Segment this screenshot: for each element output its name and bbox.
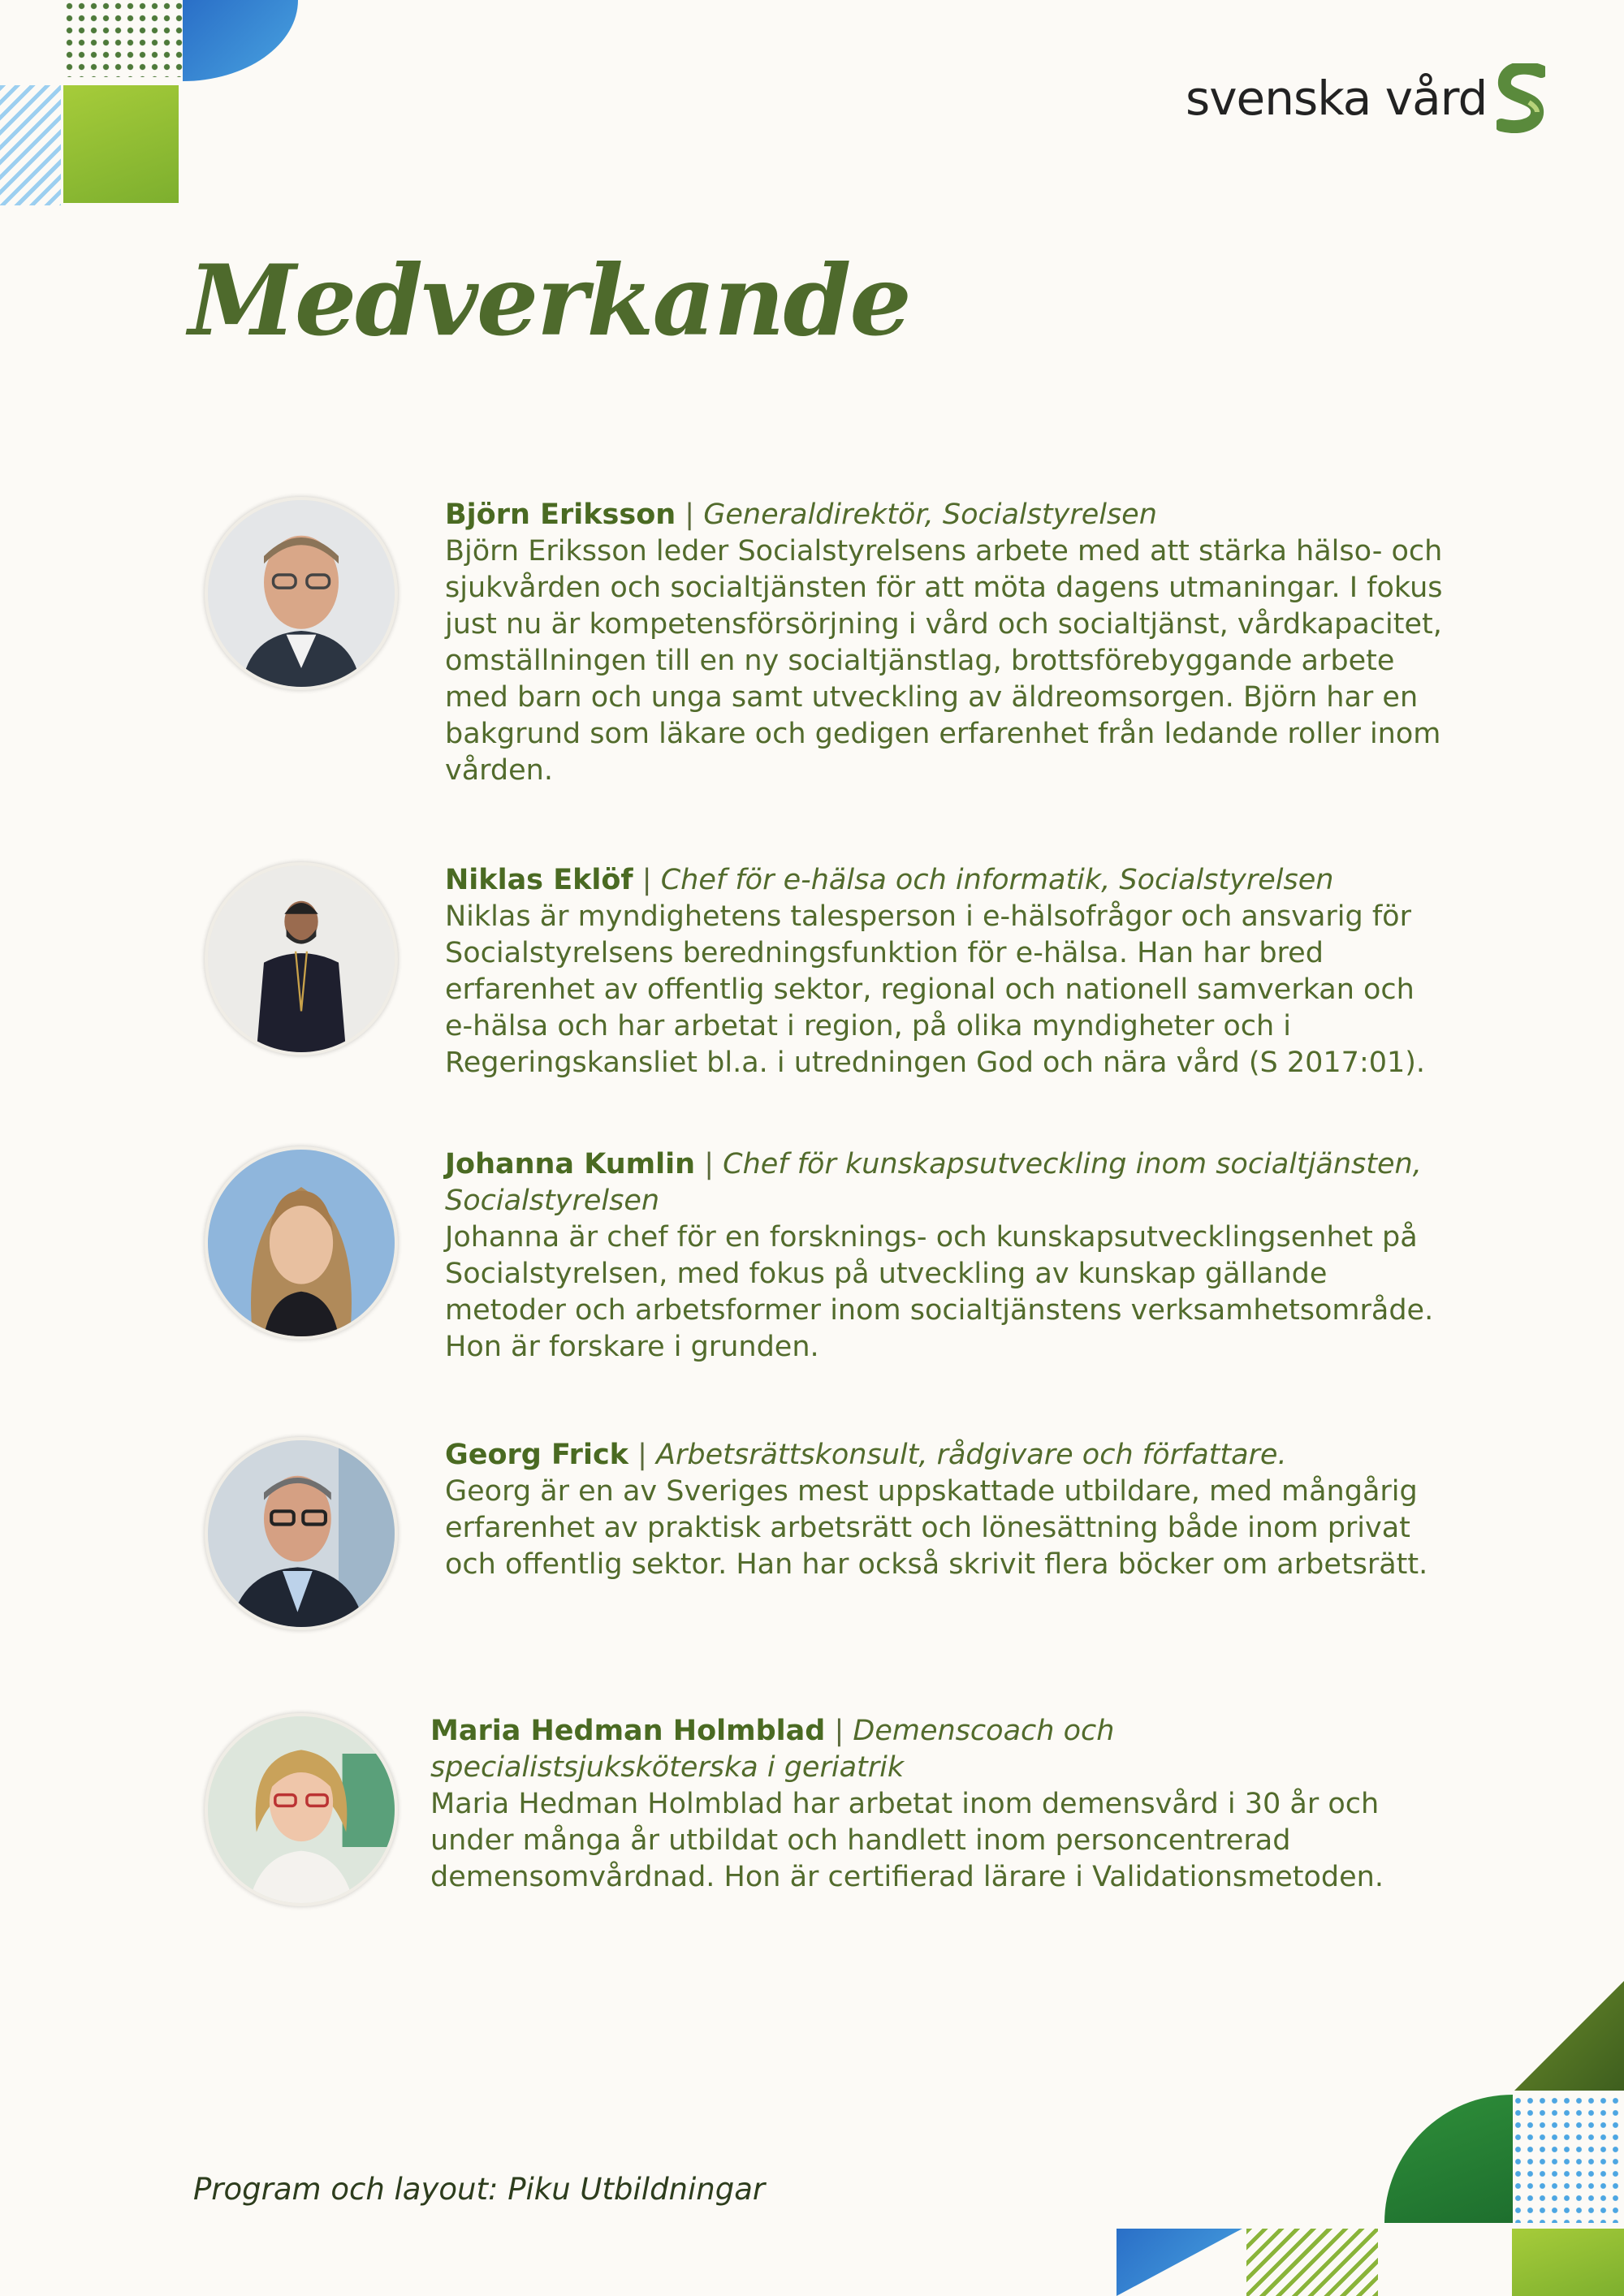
footer-credit: Program och layout: Piku Utbildningar: [193, 2172, 766, 2207]
decorative-lime-square: [63, 85, 179, 203]
person-info: [430, 1713, 1445, 1896]
person-info: [445, 1146, 1444, 1366]
person-role: Arbetsrättskonsult, rådgivare och författare.: [656, 1439, 1287, 1471]
portrait-photo-icon: [208, 865, 395, 1052]
avatar: [205, 1146, 398, 1340]
separator: |: [704, 1148, 714, 1180]
decorative-dot-pattern: [1512, 2095, 1624, 2223]
person-role: Chef för kunskapsutveckling inom socialtjänsten, Socialstyrelsen: [445, 1148, 1422, 1217]
person-name: Niklas Eklöf: [445, 864, 633, 896]
person-role: Generaldirektör, Socialstyrelsen: [703, 498, 1157, 531]
person-name: Maria Hedman Holmblad: [430, 1715, 826, 1747]
person-role: Demenscoach och specialistsjuksköterska i geriatrik: [430, 1715, 1115, 1784]
person-info: [445, 1437, 1444, 1583]
person-bio: Johanna är chef för en forsknings- och kunskapsutvecklingsenhet på Socialstyrelsen, med fokus på utveckling av kunskap gällande metoder och arbetsformer inom socialtjänstens verksamhetsområde. Hon är forskare i grunden.: [445, 1221, 1434, 1363]
portrait-photo-icon: [208, 500, 395, 687]
portrait-photo-icon: [208, 1716, 395, 1903]
separator: |: [834, 1715, 844, 1747]
decorative-blue-triangle: [1116, 2229, 1242, 2296]
person-bio: Maria Hedman Holmblad har arbetat inom demensvård i 30 år och under många år utbildat och handlett inom personcentrerad demensomvårdnad. Hon är certifierad lärare i Validationsmetoden.: [430, 1788, 1384, 1893]
person-bio: Niklas är myndighetens talesperson i e-hälsofrågor och ansvarig för Socialstyrelsens beredningsfunktion för e-hälsa. Han har bred erfarenhet av offentlig sektor, regional och nationell samverkan och e-hälsa och har arbetat i region, på olika myndigheter och i Regeringskansliet bl.a. i utredningen God och nära vård (S 2017:01).: [445, 900, 1426, 1079]
person-bio: Georg är en av Sveriges mest uppskattade utbildare, med mångårig erfarenhet av praktisk arbetsrätt och lönesättning både inom privat och offentlig sektor. Han har också skrivit flera böcker om arbetsrätt.: [445, 1475, 1428, 1581]
avatar: [205, 497, 398, 690]
separator: |: [637, 1439, 647, 1471]
decorative-stripe-pattern: [0, 85, 61, 205]
person-info: [445, 497, 1444, 789]
page-title: Medverkande: [188, 244, 910, 358]
separator: |: [685, 498, 695, 531]
decorative-green-quarter-circle: [1384, 2095, 1513, 2223]
avatar: [205, 1437, 398, 1630]
portrait-photo-icon: [208, 1440, 395, 1627]
decorative-stripe-pattern: [1246, 2229, 1378, 2296]
logo-text: svenska vård: [1186, 71, 1488, 126]
person-name: Georg Frick: [445, 1439, 628, 1471]
person-name: Johanna Kumlin: [445, 1148, 696, 1180]
portrait-photo-icon: [208, 1150, 395, 1336]
person-info: [445, 862, 1444, 1081]
person-name: Björn Eriksson: [445, 498, 676, 531]
decorative-olive-triangle: [1514, 1981, 1624, 2091]
person-bio: Björn Eriksson leder Socialstyrelsens arbete med att stärka hälso- och sjukvården och socialtjänsten för att möta dagens utmaningar. I fokus just nu är kompetensförsörjning i vård och socialtjänst, vårdkapacitet, omställningen till en ny socialtjänstlag, brottsförebyggande arbete med barn och unga samt utveckling av äldreomsorgen. Björn har en bakgrund som läkare och gedigen erfarenhet från ledande roller inom vården.: [445, 535, 1443, 787]
decorative-blue-quarter-circle: [183, 0, 298, 81]
person-role: Chef för e-hälsa och informatik, Socialstyrelsen: [660, 864, 1334, 896]
svenska-vard-s-mark-icon: [1497, 63, 1545, 133]
separator: |: [641, 864, 652, 896]
decorative-dot-pattern: [63, 0, 185, 77]
svenska-vard-logo: [1186, 63, 1545, 133]
decorative-lime-square: [1512, 2229, 1624, 2296]
avatar: [205, 1713, 398, 1906]
avatar: [205, 862, 398, 1055]
